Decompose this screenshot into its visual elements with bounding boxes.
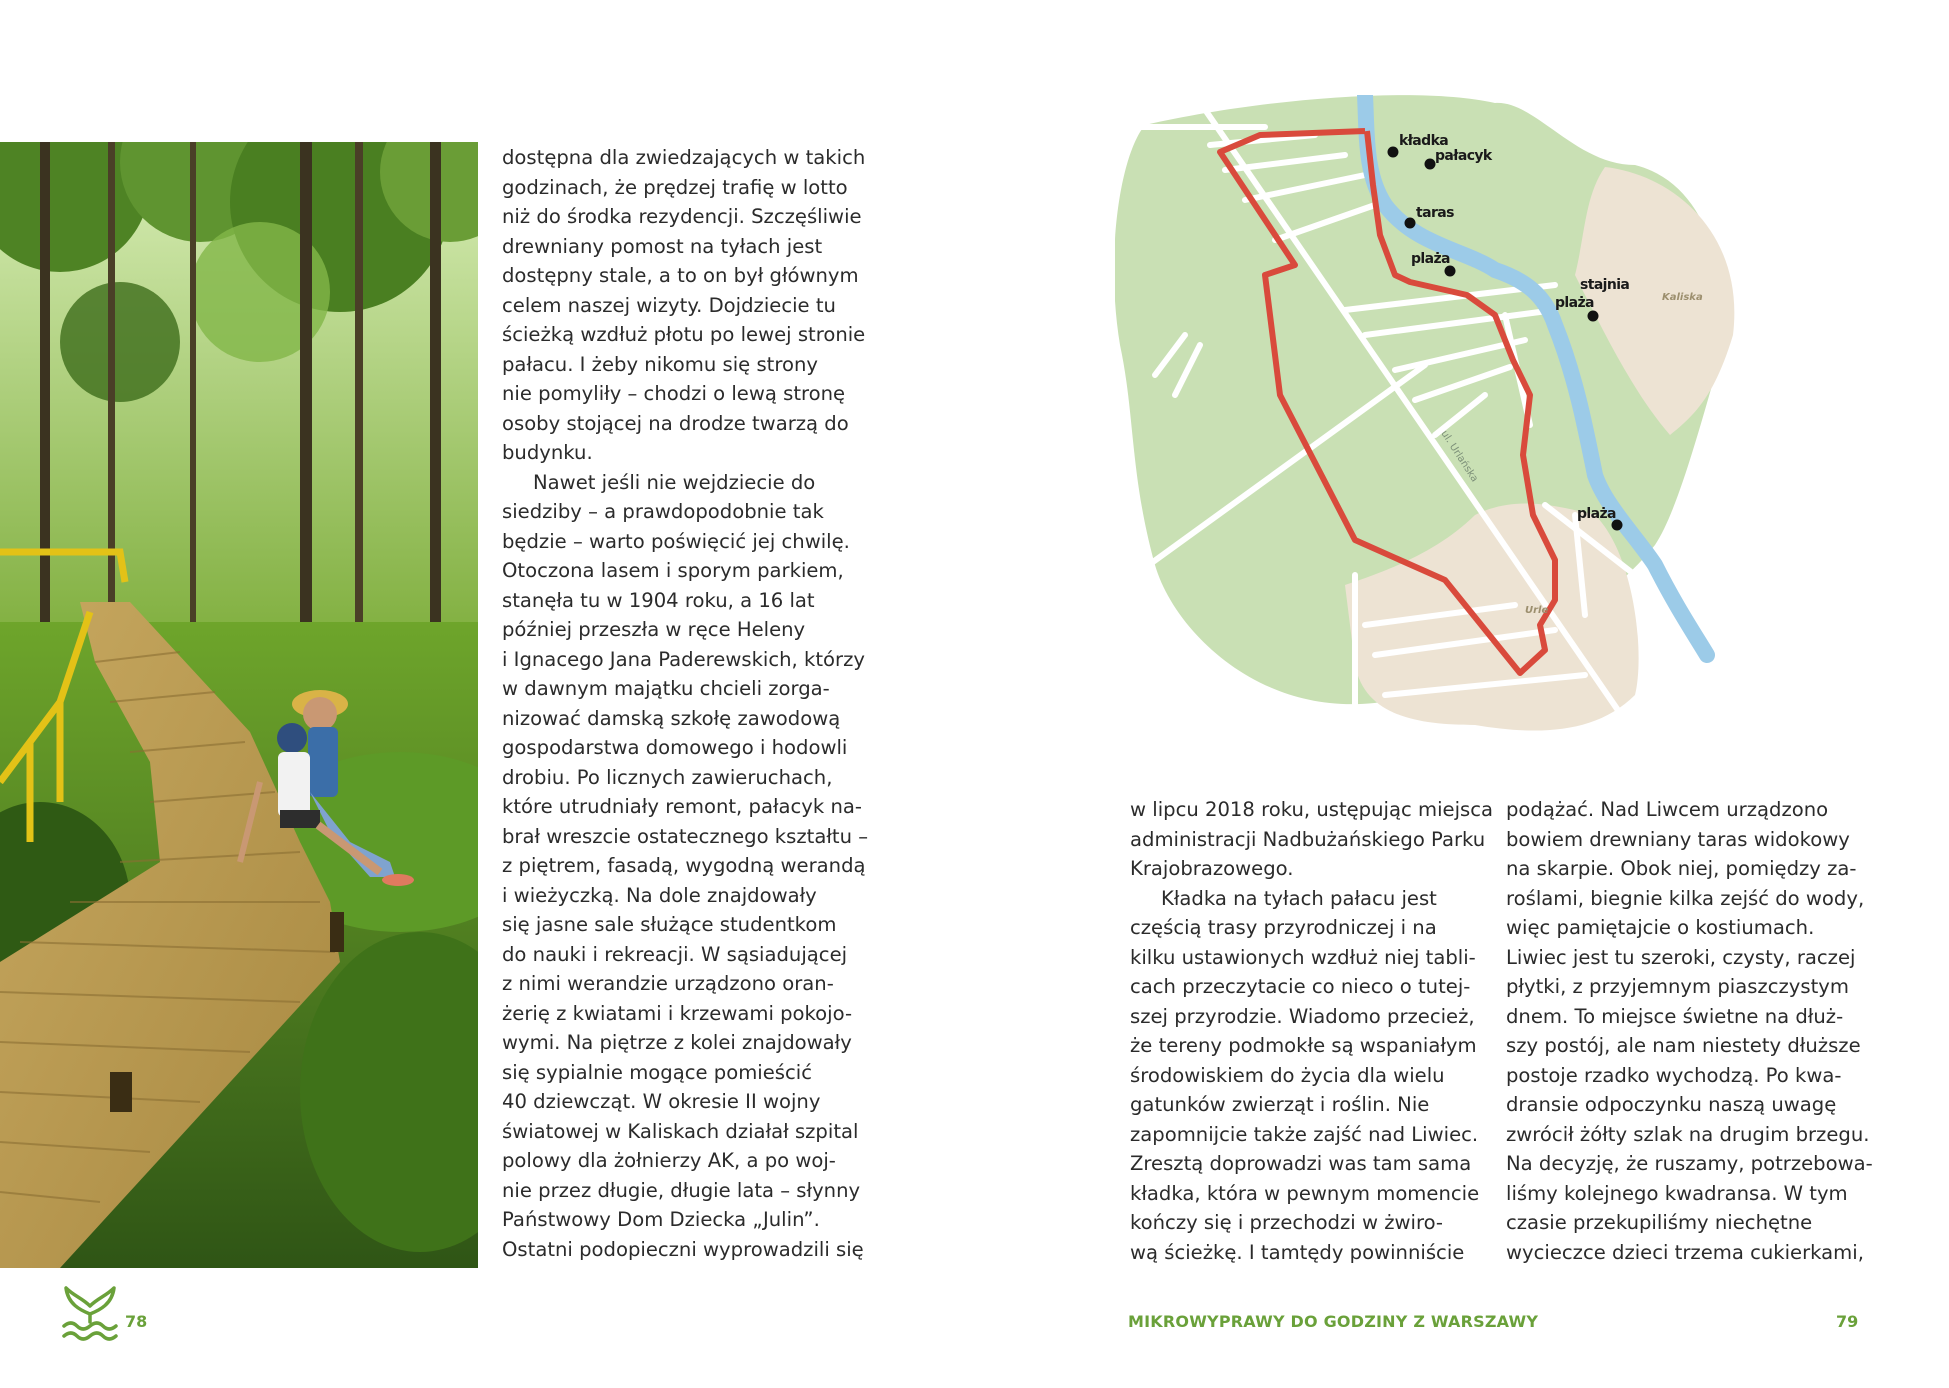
map-label-kladka: kładka <box>1399 133 1449 149</box>
map-label-plaza-1: plaża <box>1411 251 1450 267</box>
text-line: będzie – warto poświęcić jej chwilę. <box>502 529 850 553</box>
text-line: czasie przekupiliśmy niechętne <box>1506 1211 1813 1234</box>
text-line: Na decyzję, że ruszamy, potrzebowa- <box>1506 1152 1873 1175</box>
left-column-text <box>502 143 869 1264</box>
text-line: więc pamiętajcie o kostiumach. <box>1506 916 1815 939</box>
text-line: ścieżką wzdłuż płotu po lewej stronie <box>502 323 866 346</box>
text-line: brał wreszcie ostatecznego kształtu – <box>502 824 869 848</box>
right-column-2-text <box>1506 795 1876 1267</box>
right-column-1-text <box>1130 795 1494 1267</box>
map-label-palacyk: pałacyk <box>1435 148 1492 164</box>
text-line: światowej w Kaliskach działał szpital <box>502 1119 859 1143</box>
text-line: w dawnym majątku chcieli zorga- <box>502 677 830 700</box>
text-line: drobiu. Po licznych zawieruchach, <box>502 765 833 789</box>
text-line: celem naszej wizyty. Dojdziecie tu <box>502 293 836 317</box>
text-line: kładka, która w pewnym momencie <box>1130 1181 1480 1205</box>
text-line: gospodarstwa domowego i hodowli <box>502 736 848 759</box>
text-line: kończy się i przechodzi w żwiro- <box>1130 1211 1444 1234</box>
map-label-kaliska: Kaliska <box>1662 292 1703 303</box>
text-line: gatunków zwierząt i roślin. Nie <box>1130 1093 1430 1116</box>
text-line: z nimi werandzie urządzono oran- <box>502 972 834 995</box>
text-line: się sypialnie mogące pomieścić <box>502 1060 812 1084</box>
text-line: do nauki i rekreacji. W sąsiadującej <box>502 942 848 966</box>
text-line: dnem. To miejsce świetne na dłuż- <box>1506 1004 1844 1028</box>
text-line: i Ignacego Jana Paderewskich, którzy <box>502 647 865 671</box>
text-line: Zresztą doprowadzi was tam sama <box>1130 1152 1472 1175</box>
page-number-right: 79 <box>1836 1312 1859 1331</box>
text-line: dransie odpoczynku naszą uwagę <box>1506 1093 1837 1116</box>
text-line: Otoczona lasem i sporym parkiem, <box>502 559 844 582</box>
text-line: Nawet jeśli nie wejdziecie do <box>533 470 816 494</box>
text-line: żerię z kwiatami i krzewami pokojo- <box>502 1001 853 1025</box>
text-line: godzinach, że prędzej trafię w lotto <box>502 175 848 199</box>
text-line: Państwowy Dom Dziecka „Julin”. <box>502 1208 820 1231</box>
text-line: później przeszła w ręce Heleny <box>502 618 806 641</box>
text-line: cach przeczytacie co nieco o tutej- <box>1130 975 1471 998</box>
text-line: na skarpie. Obok niej, pomiędzy za- <box>1506 857 1857 880</box>
text-line: Kładka na tyłach pałacu jest <box>1161 886 1437 910</box>
text-line: dostępna dla zwiedzających w takich <box>502 146 866 169</box>
text-line: się jasne sale służące studentkom <box>502 913 837 936</box>
map-label-taras: taras <box>1416 205 1454 221</box>
map-label-urle: Urle <box>1525 605 1549 616</box>
map-label-stajnia: stajnia <box>1580 277 1630 293</box>
text-line: kilku ustawionych wzdłuż niej tabli- <box>1130 945 1476 969</box>
text-line: siedziby – a prawdopodobnie tak <box>502 500 824 523</box>
text-line: z piętrem, fasadą, wygodną werandą <box>502 854 866 877</box>
text-line: że tereny podmokłe są wspaniałym <box>1130 1034 1477 1057</box>
text-line: wą ścieżkę. I tamtędy powinniście <box>1130 1240 1465 1264</box>
text-line: nizować damską szkołę zawodową <box>502 706 841 730</box>
text-line: bowiem drewniany taras widokowy <box>1506 827 1850 851</box>
text-line: drewniany pomost na tyłach jest <box>502 234 823 258</box>
text-line: pałacu. I żeby nikomu się strony <box>502 352 818 376</box>
text-line: środowiskiem do życia dla wielu <box>1130 1063 1445 1087</box>
text-line: płytki, z przyjemnym piaszczystym <box>1506 975 1849 998</box>
text-line: nie pomyliły – chodzi o lewą stronę <box>502 382 846 405</box>
text-line: niż do środka rezydencji. Szczęśliwie <box>502 205 862 228</box>
text-line: które utrudniały remont, pałacyk na- <box>502 795 862 818</box>
map-label-plaza-2: plaża <box>1555 295 1594 311</box>
text-line: stanęła tu w 1904 roku, a 16 lat <box>502 588 815 612</box>
map-label-plaza-3: plaża <box>1577 506 1616 522</box>
text-line: częścią trasy przyrodniczej i na <box>1130 916 1437 939</box>
text-line: zwrócił żółty szlak na drugim brzegu. <box>1506 1122 1870 1146</box>
text-line: postoje rzadko wychodzą. Po kwa- <box>1506 1063 1842 1087</box>
map-label-street: ul. Urlańska <box>1438 428 1480 485</box>
text-line: wycieczce dzieci trzema cukierkami, <box>1506 1240 1864 1264</box>
text-line: szej przyrodzie. Wiadomo przecież, <box>1130 1004 1475 1028</box>
text-line: administracji Nadbużańskiego Parku <box>1130 827 1486 851</box>
text-line: Ostatni podopieczni wyprowadzili się <box>502 1237 864 1261</box>
route-map <box>1115 95 1755 740</box>
text-line: osoby stojącej na drodze twarzą do <box>502 411 849 435</box>
boardwalk-photo <box>0 142 478 1268</box>
text-line: zapomnijcie także zajść nad Liwiec. <box>1130 1122 1479 1146</box>
text-line: liśmy kolejnego kwadransa. W tym <box>1506 1181 1848 1205</box>
text-line: budynku. <box>502 441 593 464</box>
text-line: i wieżyczką. Na dole znajdowały <box>502 883 817 907</box>
text-line: nie przez długie, długie lata – słynny <box>502 1178 861 1202</box>
text-line: 40 dziewcząt. W okresie II wojny <box>502 1090 821 1113</box>
text-line: Krajobrazowego. <box>1130 857 1294 880</box>
text-line: wymi. Na piętrze z kolei znajdowały <box>502 1031 852 1054</box>
text-line: szy postój, ale nam niestety dłuższe <box>1506 1034 1861 1057</box>
page-number-left: 78 <box>125 1312 148 1331</box>
text-line: roślami, biegnie kilka zejść do wody, <box>1506 886 1865 910</box>
text-line: w lipcu 2018 roku, ustępując miejsca <box>1130 798 1494 821</box>
whale-tail-logo-icon <box>62 1284 118 1342</box>
text-line: polowy dla żołnierzy AK, a po woj- <box>502 1149 836 1172</box>
text-line: podążać. Nad Liwcem urządzono <box>1506 798 1829 821</box>
text-line: Liwiec jest tu szeroki, czysty, raczej <box>1506 945 1856 969</box>
text-line: dostępny stale, a to on był głównym <box>502 264 859 287</box>
running-head: MIKROWYPRAWY DO GODZINY Z WARSZAWY <box>1128 1312 1539 1331</box>
